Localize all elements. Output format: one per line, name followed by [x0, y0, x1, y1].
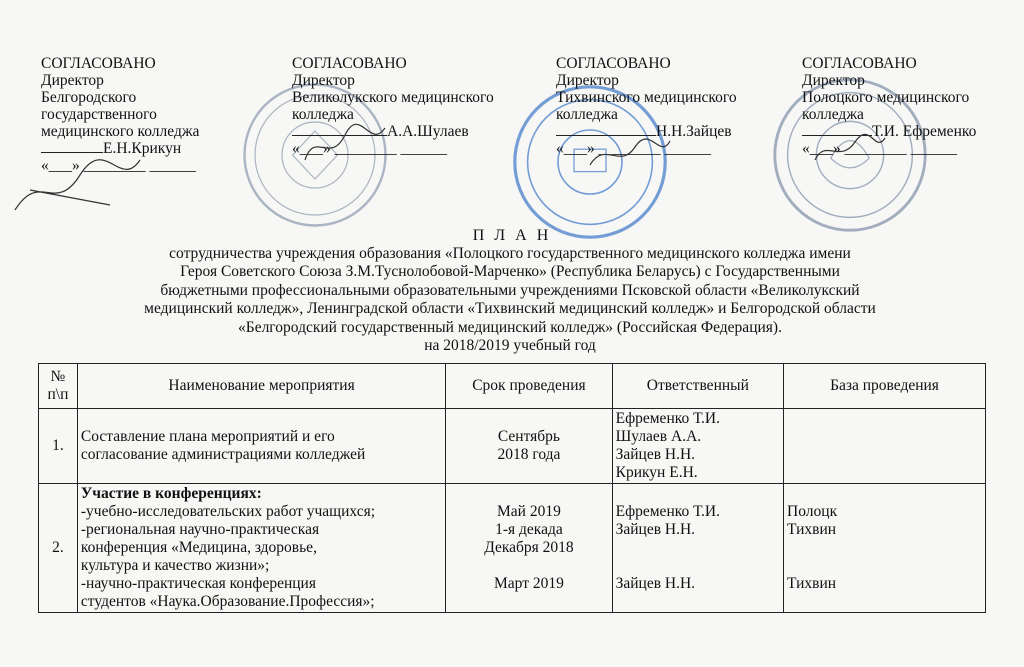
- row-date-line: Сентябрь: [497, 428, 560, 445]
- row-name: [77, 484, 445, 613]
- row-base-line: Тихвин: [787, 575, 837, 592]
- approval-date: «___» ________ ______: [41, 157, 196, 174]
- row-responsible: [612, 484, 783, 613]
- plan-description-line: сотрудничества учреждения образования «Полоцкого государственного медицинского колледжа имени: [169, 245, 851, 262]
- approval-line: Директор: [556, 72, 619, 89]
- row-responsible-line: Ефременко Т.И.: [615, 410, 720, 427]
- header-base: База проведения: [784, 364, 986, 409]
- row-date-line: 2018 года: [497, 446, 561, 463]
- header-num-line: №: [50, 368, 66, 385]
- row-base-line: Тихвин: [787, 521, 837, 538]
- approval-line: колледжа: [556, 106, 618, 123]
- approval-block-velikie-luki: [292, 55, 542, 157]
- approval-heading: СОГЛАСОВАНО: [292, 55, 407, 72]
- row-name: [77, 409, 445, 484]
- plan-description: [60, 245, 960, 355]
- approval-line: государственного: [41, 106, 157, 123]
- row-date-line: Декабря 2018: [484, 539, 574, 556]
- approval-signatory: Е.Н.Крикун: [103, 140, 182, 157]
- approval-heading: СОГЛАСОВАНО: [41, 55, 156, 72]
- approval-heading: СОГЛАСОВАНО: [802, 55, 917, 72]
- approval-line: колледжа: [292, 106, 354, 123]
- header-num-line: п\п: [47, 386, 69, 403]
- row-name-heading: Участие в конференциях:: [80, 485, 262, 502]
- approval-line: Директор: [41, 72, 104, 89]
- row-base-line: Полоцк: [787, 503, 838, 520]
- approval-block-belgorod: [41, 55, 271, 174]
- row-name-line: культура и качество жизни»;: [80, 557, 270, 574]
- row-date-line: 1-я декада: [495, 521, 563, 538]
- row-name-line: -региональная научно-практическая: [80, 521, 320, 538]
- approval-signatory-line: [41, 140, 271, 157]
- approval-line: Директор: [802, 72, 865, 89]
- approval-line: Полоцкого медицинского: [802, 89, 970, 106]
- plan-title: П Л А Н: [472, 227, 552, 244]
- approval-date: «___» ________ ______: [556, 140, 711, 157]
- approval-signatory: А.А.Шулаев: [387, 123, 469, 140]
- row-name-line: -учебно-исследовательских работ учащихся;: [80, 503, 376, 520]
- header-name: Наименование мероприятия: [77, 364, 445, 409]
- approval-line: Белгородского: [41, 89, 137, 106]
- header-num: [39, 364, 78, 409]
- approval-signatory: Н.Н.Зайцев: [656, 123, 732, 140]
- plan-description-line: Героя Советского Союза З.М.Туснолобовой-Марченко» (Республика Беларусь) с Государственными: [180, 263, 840, 281]
- row-date: [446, 409, 612, 484]
- approval-heading: СОГЛАСОВАНО: [556, 55, 671, 72]
- header-date: Срок проведения: [446, 364, 612, 409]
- approval-date: «___» ________ ______: [292, 140, 447, 157]
- approval-date: «___» ________ ______: [802, 140, 957, 157]
- row-name-line: Составление плана мероприятий и его: [80, 428, 335, 445]
- approval-signatory-line: [556, 123, 796, 140]
- row-date: [446, 484, 612, 613]
- row-responsible: [612, 409, 783, 484]
- row-date-line: Май 2019: [497, 503, 561, 520]
- approval-block-tikhvin: [556, 55, 796, 157]
- table-header-row: [39, 364, 986, 409]
- approval-block-polotsk: [802, 55, 1017, 157]
- row-base: [784, 484, 986, 613]
- approval-signatory-line: [802, 123, 1017, 140]
- approval-signatory-line: [292, 123, 542, 140]
- row-name-line: студентов «Наука.Образование.Профессия»;: [80, 593, 375, 610]
- row-responsible-line: Зайцев Н.Н.: [615, 446, 696, 463]
- row-base: [784, 409, 986, 484]
- row-date-line: Март 2019: [494, 575, 564, 592]
- row-responsible-line: Крикун Е.Н.: [615, 464, 698, 481]
- row-name-line: -научно-практическая конференция: [80, 575, 316, 592]
- plan-description-line: медицинский колледж», Ленинградской области «Тихвинский медицинский колледж» и Белгородской области: [144, 300, 876, 318]
- row-responsible-line: Зайцев Н.Н.: [615, 521, 696, 538]
- row-name-line: согласование администрациями колледжей: [80, 446, 366, 463]
- row-responsible-line: Шулаев А.А.: [615, 428, 702, 445]
- plan-description-line: «Белгородский государственный медицинский колледж» (Российская Федерация).: [238, 318, 782, 336]
- approval-signatory: Т.И. Ефременко: [872, 123, 977, 140]
- plan-academic-year: на 2018/2019 учебный год: [424, 337, 596, 355]
- header-responsible: Ответственный: [612, 364, 783, 409]
- plan-description-line: бюджетными профессиональными образовательными учреждениями Псковской области «Великолукский: [160, 281, 860, 299]
- row-num: 2.: [39, 484, 78, 613]
- approval-line: Директор: [292, 72, 355, 89]
- table-row: [39, 484, 986, 613]
- approval-line: Тихвинского медицинского: [556, 89, 737, 106]
- plan-table: [38, 363, 986, 613]
- approval-line: колледжа: [802, 106, 864, 123]
- approval-line: медицинского колледжа: [41, 123, 200, 140]
- row-num: 1.: [39, 409, 78, 484]
- row-responsible-line: Зайцев Н.Н.: [615, 575, 696, 592]
- row-responsible-line: Ефременко Т.И.: [615, 503, 720, 520]
- row-name-line: конференция «Медицина, здоровье,: [80, 539, 317, 556]
- table-row: [39, 409, 986, 484]
- approval-line: Великолукского медицинского: [292, 89, 494, 106]
